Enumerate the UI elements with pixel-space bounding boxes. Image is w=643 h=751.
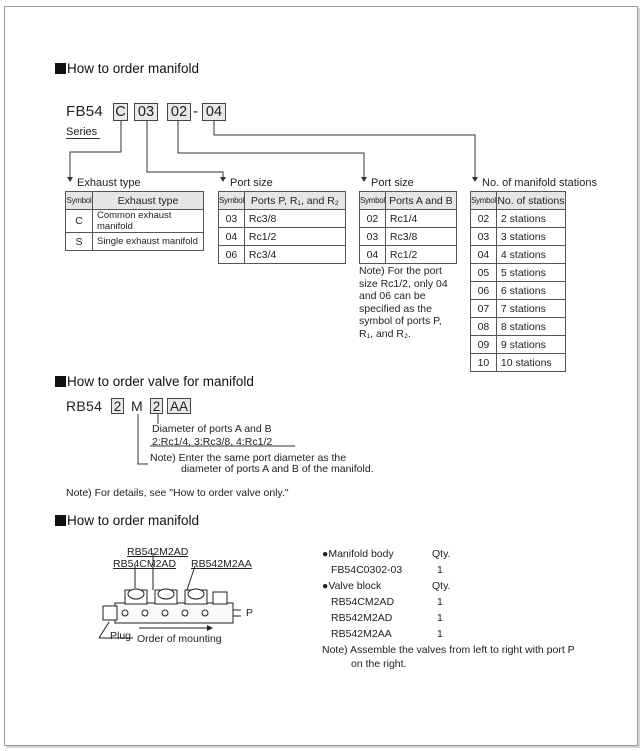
port-size-ab-title: Port size: [371, 177, 414, 189]
port-p-symbol-cell: 03: [219, 210, 245, 228]
stations-count-cell: 6 stations: [496, 282, 565, 300]
label-valve-c: RB542M2AA: [191, 558, 252, 570]
port-ab-size-cell: Rc1/4: [385, 210, 456, 228]
heading-bullet-icon: [55, 515, 66, 526]
stations-symbol-cell: 07: [471, 300, 497, 318]
table-row: [219, 210, 346, 228]
table-row: [471, 354, 566, 372]
series-label: Series: [66, 126, 100, 139]
list-qty-header: Qty.: [432, 548, 451, 560]
table-row: [471, 300, 566, 318]
port-size-p-table: [218, 191, 346, 264]
port-p-header-ports: Ports P, R₁, and R₂: [244, 192, 345, 210]
port-ab-symbol-cell: 02: [360, 210, 386, 228]
heading-bullet-icon: [55, 376, 66, 387]
list-valve-item: RB54CM2AD: [331, 596, 395, 608]
table-row: [471, 264, 566, 282]
exhaust-type-cell: Single exhaust manifold: [93, 233, 204, 251]
section1-heading: How to order manifold: [55, 61, 199, 76]
stations-count-cell: 4 stations: [496, 246, 565, 264]
port-p-size-cell: Rc1/2: [244, 228, 345, 246]
table-row: [471, 318, 566, 336]
valve-model-prefix: RB54: [66, 398, 103, 414]
exhaust-type-cell: Common exhaust manifold: [93, 210, 204, 233]
port-ab-symbol-cell: 03: [360, 228, 386, 246]
valve-code-m: M: [131, 398, 143, 414]
label-plug: Plug: [110, 630, 132, 642]
port-size-note: Note) For the port size Rc1/2, only 04 and 06 can be specified as the symbol of ports P, R₁, and R₂.: [359, 265, 448, 340]
list-valve-qty: 1: [437, 628, 443, 640]
details-note: Note) For details, see "How to order valve only.": [66, 487, 289, 499]
bullet-icon: ●: [322, 580, 329, 592]
list-valve-item: RB542M2AD: [331, 612, 393, 624]
list-valve-qty-header: Qty.: [432, 580, 451, 592]
stations-symbol-cell: 08: [471, 318, 497, 336]
stations-count-cell: 8 stations: [496, 318, 565, 336]
label-valve-b: RB54CM2AD: [113, 558, 177, 570]
table-row: [360, 246, 457, 264]
table-row: [219, 246, 346, 264]
exhaust-header-type: Exhaust type: [93, 192, 204, 210]
valve-code3-box: AA: [167, 398, 191, 414]
exhaust-type-title: Exhaust type: [77, 177, 141, 189]
stations-header-count: No. of stations: [496, 192, 565, 210]
list-note-line1: Note) Assemble the valves from left to right with port P: [322, 644, 575, 656]
table-row: [360, 228, 457, 246]
table-row: [471, 228, 566, 246]
port-p-header-symbol: Symbol: [219, 192, 245, 210]
label-valve-a: RB542M2AD: [127, 546, 189, 558]
stations-symbol-cell: 04: [471, 246, 497, 264]
diameter-title: Diameter of ports A and B: [152, 423, 272, 435]
list-body-item: FB54C0302-03: [331, 564, 403, 576]
exhaust-symbol-cell: S: [66, 233, 93, 251]
valve-note-line2: diameter of ports A and B of the manifold.: [181, 463, 374, 475]
diameter-values: 2:Rc1/4, 3:Rc3/8, 4:Rc1/2: [152, 436, 273, 448]
list-valve-item: RB542M2AA: [331, 628, 392, 640]
table-row: [471, 246, 566, 264]
table-row: [471, 282, 566, 300]
label-port-p: P: [246, 607, 254, 619]
table-row: [471, 336, 566, 354]
list-valve-qty: 1: [437, 596, 443, 608]
port-size-ab-table: [359, 191, 457, 264]
list-valve-block: ●Valve block: [322, 580, 382, 592]
table-row: [219, 228, 346, 246]
manifold-model-prefix: FB54: [66, 103, 104, 120]
section2-heading: How to order valve for manifold: [55, 374, 254, 389]
section3-heading: How to order manifold: [55, 513, 199, 528]
port-p-size-cell: Rc3/4: [244, 246, 345, 264]
exhaust-header-symbol: Symbol: [66, 192, 93, 210]
table-row: [66, 233, 204, 251]
stations-count-cell: 3 stations: [496, 228, 565, 246]
table-row: [66, 210, 204, 233]
exhaust-type-table: [65, 191, 204, 251]
stations-table: [470, 191, 566, 372]
valve-code1-box: 2: [111, 398, 124, 414]
heading-bullet-icon: [55, 63, 66, 74]
stations-count-cell: 10 stations: [496, 354, 565, 372]
port-p-symbol-cell: 04: [219, 228, 245, 246]
stations-count-cell: 2 stations: [496, 210, 565, 228]
stations-symbol-cell: 05: [471, 264, 497, 282]
port-p-symbol-cell: 06: [219, 246, 245, 264]
table-row: [471, 210, 566, 228]
label-order-of-mounting: Order of mounting: [137, 633, 222, 645]
port-ab-size-cell: Rc3/8: [385, 228, 456, 246]
stations-symbol-cell: 09: [471, 336, 497, 354]
valve-note-line1: Note) Enter the same port diameter as the: [150, 452, 347, 464]
stations-count-cell: 5 stations: [496, 264, 565, 282]
list-note-line2: on the right.: [351, 658, 407, 670]
stations-symbol-cell: 02: [471, 210, 497, 228]
list-manifold-body: ●Manifold body: [322, 548, 394, 560]
code-dash: -: [193, 103, 199, 120]
code-ab-box: 02: [167, 103, 191, 121]
port-p-size-cell: Rc3/8: [244, 210, 345, 228]
code-port-box: 03: [134, 103, 158, 121]
list-body-qty: 1: [437, 564, 443, 576]
stations-count-cell: 9 stations: [496, 336, 565, 354]
code-exhaust-box: C: [113, 103, 128, 121]
list-valve-qty: 1: [437, 612, 443, 624]
port-ab-header-ports: Ports A and B: [385, 192, 456, 210]
port-size-p-title: Port size: [230, 177, 273, 189]
stations-count-cell: 7 stations: [496, 300, 565, 318]
table-row: [360, 210, 457, 228]
port-ab-symbol-cell: 04: [360, 246, 386, 264]
stations-header-symbol: Symbol: [471, 192, 497, 210]
port-ab-header-symbol: Symbol: [360, 192, 386, 210]
valve-code2-box: 2: [150, 398, 163, 414]
code-stations-box: 04: [202, 103, 226, 121]
stations-symbol-cell: 10: [471, 354, 497, 372]
port-ab-size-cell: Rc1/2: [385, 246, 456, 264]
stations-title: No. of manifold stations: [482, 177, 597, 189]
bullet-icon: ●: [322, 548, 329, 560]
stations-symbol-cell: 06: [471, 282, 497, 300]
exhaust-symbol-cell: C: [66, 210, 93, 233]
stations-symbol-cell: 03: [471, 228, 497, 246]
